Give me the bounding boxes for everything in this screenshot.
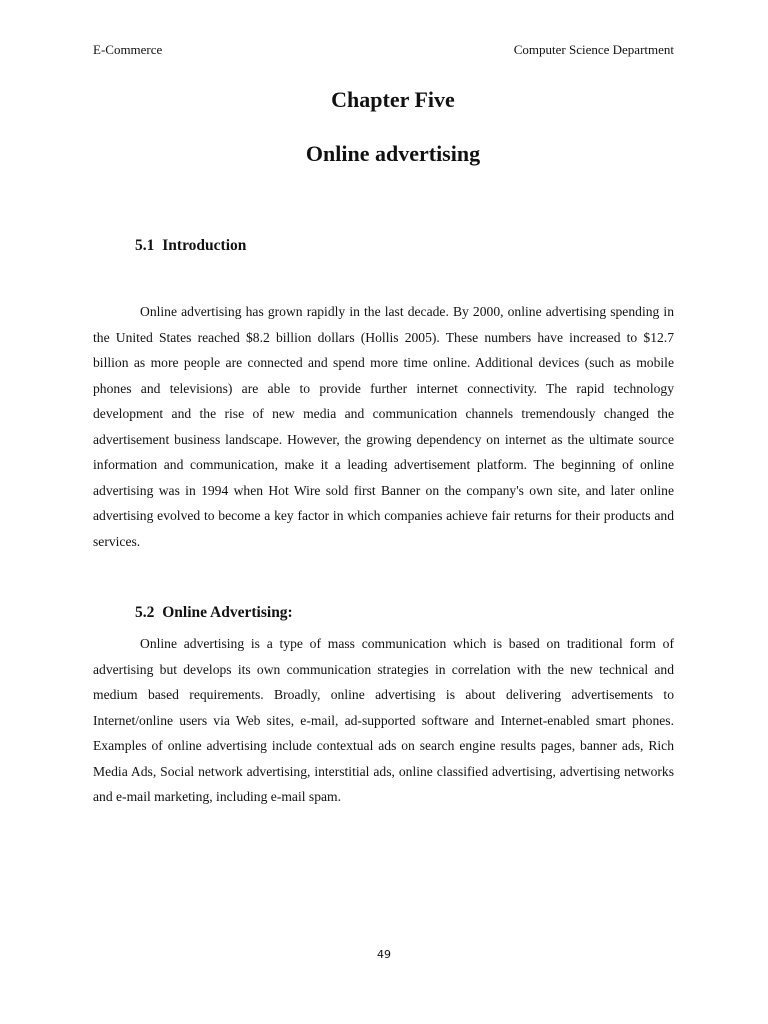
chapter-subtitle: Online advertising: [305, 141, 481, 166]
section-title: Introduction: [162, 237, 247, 254]
header-course-title: E-Commerce: [93, 42, 163, 57]
header-department: Computer Science Department: [513, 42, 674, 57]
section-number: 5.2: [135, 604, 155, 621]
introduction-paragraph: Online advertising has grown rapidly in the last decade. By 2000, online advertising spending in the United States reached $8.2 billion dollars (Hollis 2005). These numbers have increased to $12.7 billion as more people are connected and spend more time online. Additional devices (such as mobile phones and televisions) are able to provide further internet connectivity. The rapid technology development and the rise of new media and communication channels tremendously changed the advertisement business landscape. However, the growing dependency on internet as the ultimate source information and communication, make it a leading advertisement platform. The beginning of online advertising was in 1994 when Hot Wire sold first Banner on the company's own site, and later online advertising evolved to become a key factor in which companies achieve fair returns for their products and services.: [93, 304, 674, 549]
chapter-title: Chapter Five: [331, 87, 455, 112]
online-advertising-paragraph: Online advertising is a type of mass communication which is based on traditional form of advertising but develops its own communication strategies in correlation with the new technical and medium based requirements. Broadly, online advertising is about delivering advertisements to Internet/online users via Web sites, e-mail, ad-supported software and Internet-enabled smart phones. Examples of online advertising include contextual ads on search engine results pages, banner ads, Rich Media Ads, Social network advertising, interstitial ads, online classified advertising, advertising networks and e-mail marketing, including e-mail spam.: [93, 636, 674, 804]
section-heading-online-advertising: [135, 604, 293, 622]
section-heading-introduction: [135, 237, 246, 255]
page-number: 49: [377, 948, 391, 961]
section-number: 5.1: [135, 237, 155, 254]
running-header: [93, 42, 674, 60]
section-title: Online Advertising:: [162, 604, 293, 621]
